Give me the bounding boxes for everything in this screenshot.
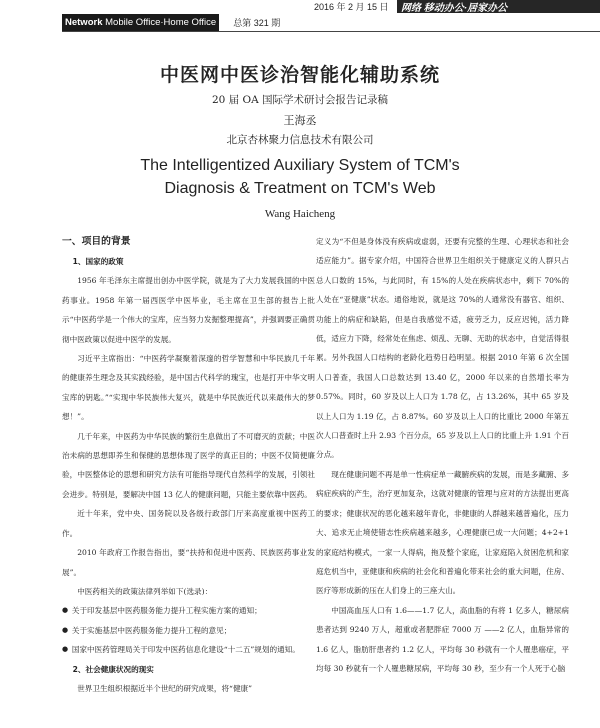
- title-en-line2: Diagnosis & Treatment on TCM's Web: [164, 180, 436, 197]
- paragraph: 1956 年毛泽东主席提出创办中医学院，就是为了大力发展我国的中医药事业。1958 年第一届西医学中医毕业，毛主席在卫生部的报告上批示“中医药学是一个伟大的宝库，应当努力发掘整理提高”，并强调要正确贯彻中医政策以促进中医学的发展。: [62, 276, 315, 344]
- author-en: Wang Haicheng: [264, 208, 336, 220]
- paragraph: 习近平主席指出：“中医药学凝聚着深邃的哲学智慧和中华民族几千年的健康养生理念及其实践经验，是中国古代科学的瑰宝，也是打开中华文明宝库的钥匙。”“实现中华民族伟大复兴，就是中华民族近代以来最伟大的梦想！”。: [62, 354, 315, 422]
- header-left: [62, 14, 280, 31]
- subtitle-cn: 20 届 OA 国际学术研讨会报告记录稿: [211, 94, 389, 106]
- bullet-item: ● 国家中医药管理局关于印发中医药信息化建设“十二五”规划的通知。: [62, 640, 315, 659]
- section-heading-background: 一、项目的背景: [62, 236, 131, 247]
- affiliation-cn: 北京杏林聚力信息技术有限公司: [226, 134, 374, 146]
- subheading-health-status: 2、社会健康状况的现实: [72, 664, 154, 674]
- header-date: 2016 年 2 月 15 日: [314, 2, 389, 12]
- left-column: [62, 232, 315, 698]
- paragraph: 定义为“不但是身体没有疾病或虚弱，还要有完整的生理、心理状态和社会适应能力”。据专家介绍，中国符合世界卫生组织关于健康定义的人群只占总人口数的 15%，与此同时，有 15%的人处在疾病状态中，剩下 70%的人处在“亚健康”状态。通俗地说，就是这 70%的人通常没有器官、组织、功能上的病症和缺陷，但是自我感觉不适，疲劳乏力，反应迟钝，活力降低，适应力下降，经常处在焦虑、烦乱、无聊、无助的状态中，自觉活得很累。另外我国人口结构的老龄化趋势日趋明显。根据 2010 年第 6 次全国人口普查，我国人口总数达到 13.40 亿，2000 年以来的自然增长率为 0.57%。同时，60 岁及以上人口为 1.78 亿，占 13.26%，其中 65 岁及以上人口为 1.19 亿，占 8.87%。60 岁及以上人口的比重比 2000 年第五次人口普查时上升 2.93 个百分点，65 岁及以上人口的比重上升 1.91 个百分点。: [316, 237, 569, 460]
- bullet-item: ● 关于印发基层中医药服务能力提升工程实施方案的通知；: [62, 601, 315, 620]
- paragraph: 近十年来，党中央、国务院以及各级行政部门厅来高度重视中医药工作。: [62, 509, 315, 538]
- paragraph: 2010 年政府工作报告指出，要“扶持和促进中医药、民族医药事业发展”。: [62, 548, 315, 577]
- paragraph: 中国高血压人口有 1.6——1.7 亿人，高血脂的有将 1 亿多人，糖尿病患者达到 9240 万人，超重或者肥胖症 7000 万 ——2 亿人，血脂异常的 1.6 亿人，脂肪肝患者约 1.2 亿人，平均每 30 秒就有一个人罹患癌症，平均每 30 秒就有一个人罹患糖尿病，平均每 30 秒，至少有一个人死于心脑: [316, 605, 569, 673]
- subheading-national-policy: 1、国家的政策: [72, 257, 124, 266]
- paragraph: 中医药相关的政策法律列举如下(选录)：: [77, 586, 213, 596]
- bullet-item: ● 关于实施基层中医药服务能力提升工程的意见；: [62, 621, 315, 640]
- header-tag-sub: Mobile Office·Home Office: [105, 17, 217, 28]
- right-column: [316, 232, 569, 678]
- paragraph: 现在健康问题不再是单一性病症单一藏腑疾病的发展，而是多藏腑、多病症疾病的产生，治疗更加复杂，这就对健康的管理与应对的方法提出更高的要求；健康状况的恶化越来越年青化，非健康的人群越来越普遍化，压力大、追求无止境使错志性疾病越来越多，心理健康已成一大问题；4+2+1 的家庭结构模式，一家一人得病，拖及整个家庭，让家庭陷入贫困危机和家庭危机当中，亚健康和疾病的社会化和普遍化带来社会的重大问题，住房、医疗等形成新的压在人们身上的三座大山。: [316, 469, 569, 596]
- header-tag-main: Network: [65, 17, 103, 28]
- header-issue: 总第 321 期: [233, 18, 281, 28]
- author-cn: 王海丞: [283, 114, 317, 127]
- header-tag: [62, 14, 219, 31]
- header-rule: [62, 31, 600, 32]
- header-section-box: 网络 移动办公·居家办公: [397, 0, 600, 13]
- paragraph: 世界卫生组织根据近半个世纪的研究成果，将“健康”: [77, 683, 253, 693]
- paragraph: 几千年来，中医药为中华民族的繁衍生息做出了不可磨灭的贡献；中医治未病的思想即养生和保健的思想体现了医学的真正目的；中医不仅简便廉验，中医整体论的思想和研究方法有可能指导现代自然科学的发展，引领社会进步。特别是，要解决中国 13 亿人的健康问题，只能主要依靠中医药。: [62, 431, 315, 499]
- title-en-line1: The Intelligentized Auxiliary System of TCM's: [140, 157, 460, 174]
- title-cn: 中医网中医诊治智能化辅助系统: [159, 64, 440, 86]
